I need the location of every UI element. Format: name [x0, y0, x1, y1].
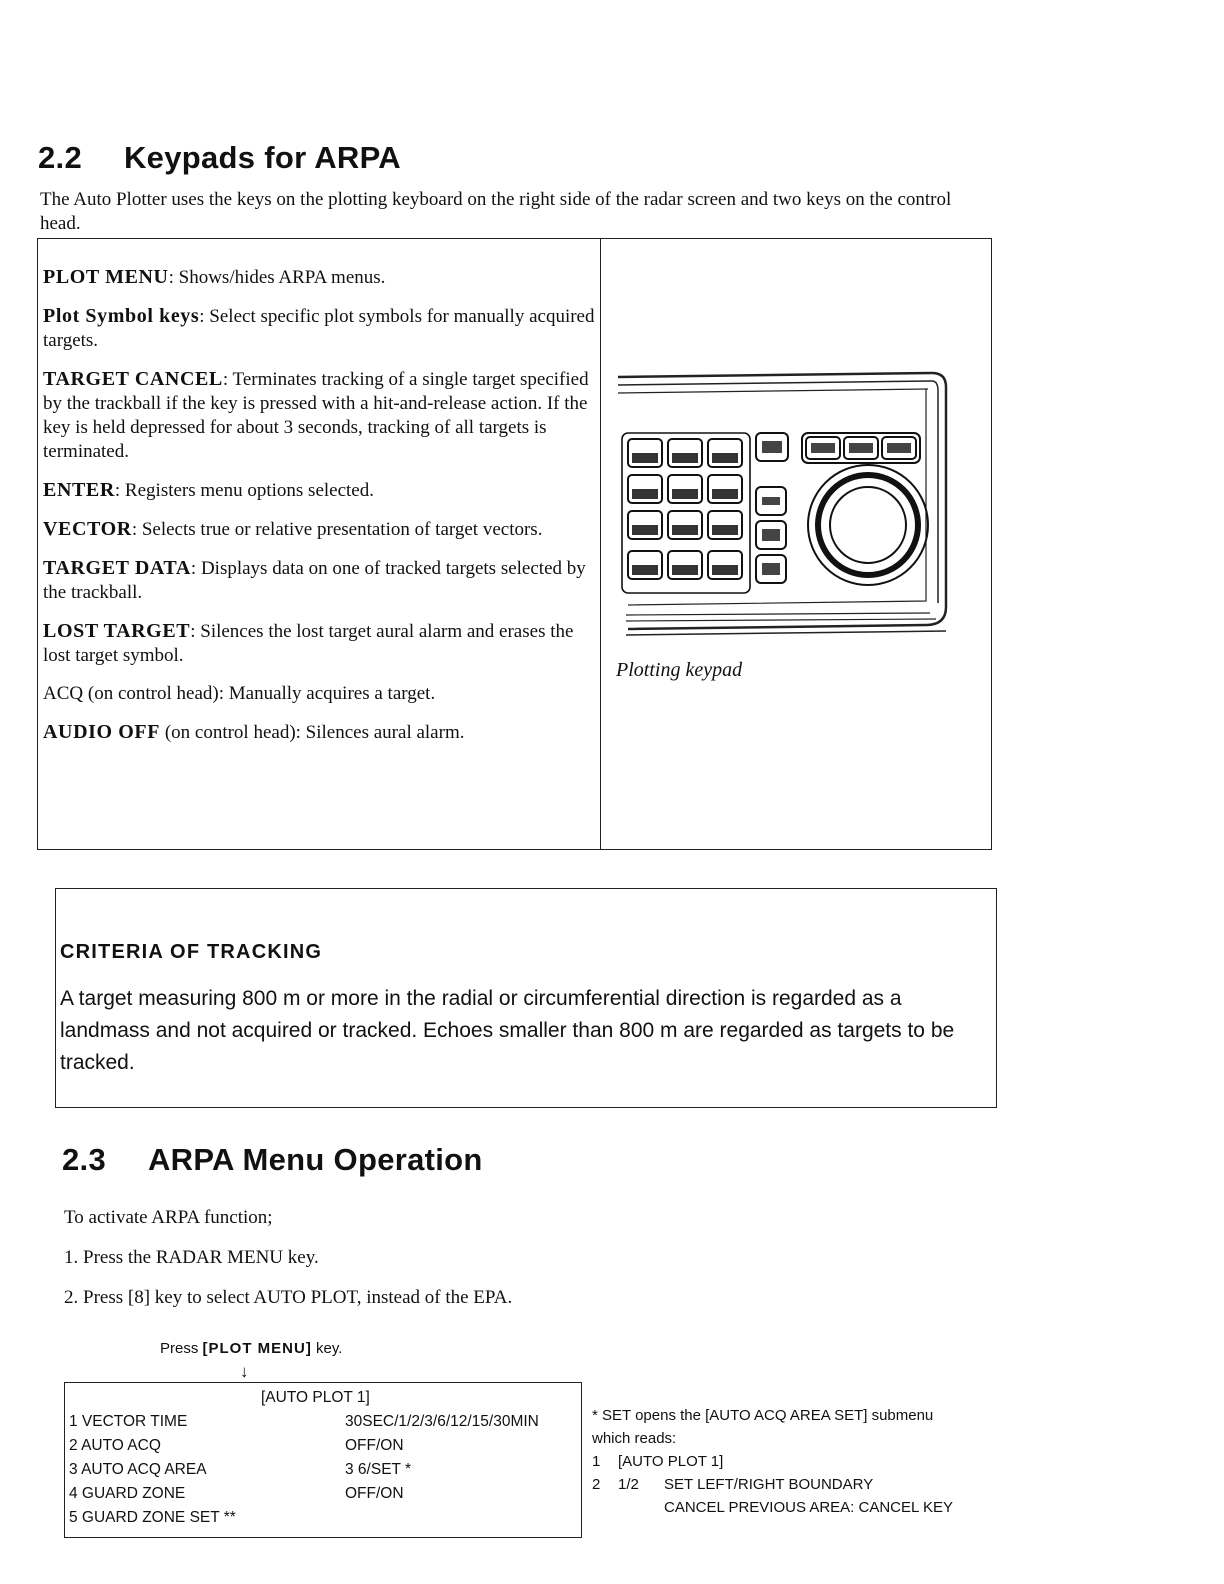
- menu-row-label: 1 VECTOR TIME: [69, 1413, 188, 1430]
- menu-row-value: OFF/ON: [345, 1485, 404, 1502]
- note-item-continuation: CANCEL PREVIOUS AREA: CANCEL KEY: [664, 1499, 953, 1516]
- key-desc: : Registers menu options selected.: [114, 480, 374, 501]
- note-item-text: [AUTO PLOT 1]: [618, 1453, 724, 1470]
- key-desc: (on control head): Manually acquires a target.: [83, 683, 436, 704]
- figure-caption: Plotting keypad: [616, 659, 743, 681]
- section-2-3-heading: [62, 1142, 483, 1178]
- key-name: TARGET CANCEL: [43, 368, 223, 390]
- key-name: AUDIO OFF: [43, 721, 161, 743]
- section-2-2-heading: [38, 140, 401, 176]
- section-title: ARPA Menu Operation: [148, 1142, 483, 1177]
- menu-row-label: 4 GUARD ZONE: [69, 1485, 186, 1502]
- note-item-number: 1: [592, 1453, 601, 1470]
- criteria-title: CRITERIA OF TRACKING: [60, 941, 323, 963]
- key-desc: : Shows/hides ARPA menus.: [168, 267, 386, 288]
- note-item-text: SET LEFT/RIGHT BOUNDARY: [664, 1476, 874, 1493]
- note-item: [592, 1450, 1012, 1473]
- key-name: ENTER: [43, 479, 115, 501]
- plotting-keypad-illustration: [616, 367, 966, 647]
- key-desc: : Silences the lost target aural alarm and erases the lost target symbol.: [43, 621, 574, 666]
- key-desc: : Terminates tracking of a single target specified by the trackball if the key is pressed with a hit-and-release action. If the key is held depressed for about 3 seconds, tracking of all targets is terminated.: [43, 369, 589, 462]
- key-name: VECTOR: [43, 518, 132, 540]
- keypad-description-table: [37, 238, 992, 850]
- key-item: [43, 265, 603, 290]
- menu-row-label: 5 GUARD ZONE SET **: [69, 1509, 236, 1526]
- note-item-number: 2: [592, 1476, 601, 1493]
- key-item: [43, 304, 603, 353]
- key-item: [43, 517, 603, 542]
- key-name: LOST TARGET: [43, 620, 191, 642]
- criteria-body: A target measuring 800 m or more in the radial or circumferential direction is regarded as a landmass and not acquired or tracked. Echoes smaller than 800 m are regarded as targets to be tracked.: [60, 987, 955, 1074]
- step-item: 2. Press [8] key to select AUTO PLOT, instead of the EPA.: [64, 1287, 513, 1308]
- menu-row-label: 2 AUTO ACQ: [69, 1437, 161, 1454]
- key-name: Plot Symbol keys: [43, 305, 200, 327]
- note-item-sub: 1/2: [618, 1476, 639, 1493]
- press-suffix: key.: [311, 1340, 343, 1357]
- key-item: [43, 478, 603, 503]
- activation-steps: [64, 1206, 964, 1326]
- note-item: [592, 1473, 1012, 1496]
- menu-row-value: OFF/ON: [345, 1437, 404, 1454]
- submenu-note: [592, 1404, 1012, 1519]
- key-desc: (on control head): Silences aural alarm.: [160, 722, 465, 743]
- down-arrow-icon: ↓: [240, 1362, 249, 1381]
- section-title: Keypads for ARPA: [124, 140, 401, 175]
- note-line: which reads:: [592, 1430, 677, 1447]
- key-item: [43, 367, 603, 464]
- key-item: [43, 619, 603, 668]
- press-instruction: [160, 1340, 342, 1357]
- key-desc: : Displays data on one of tracked targets selected by the trackball.: [43, 558, 586, 603]
- key-name: TARGET DATA: [43, 557, 191, 579]
- note-line: * SET opens the [AUTO ACQ AREA SET] submenu: [592, 1407, 934, 1424]
- key-name: ACQ: [43, 683, 84, 704]
- key-item: [43, 720, 603, 745]
- section-number: 2.2: [38, 140, 82, 175]
- menu-row-value: 30SEC/1/2/3/6/12/15/30MIN: [345, 1413, 539, 1430]
- key-item: [43, 556, 603, 605]
- menu-row-value: 3 6/SET *: [345, 1461, 412, 1478]
- menu-title: [AUTO PLOT 1]: [261, 1389, 370, 1406]
- keypad-drawing: [616, 367, 966, 647]
- steps-lead: To activate ARPA function;: [64, 1207, 273, 1228]
- intro-paragraph: The Auto Plotter uses the keys on the plotting keyboard on the right side of the radar screen and two keys on the control head.: [40, 189, 952, 234]
- key-desc: : Selects true or relative presentation of target vectors.: [131, 519, 543, 540]
- menu-row-label: 3 AUTO ACQ AREA: [69, 1461, 207, 1478]
- press-key: [PLOT MENU]: [202, 1340, 312, 1357]
- auto-plot-menu: [64, 1382, 582, 1538]
- press-prefix: Press: [160, 1340, 203, 1357]
- key-item: [43, 682, 603, 706]
- key-desc: : Select specific plot symbols for manually acquired targets.: [43, 306, 595, 351]
- criteria-box: [55, 888, 997, 1108]
- section-number: 2.3: [62, 1142, 106, 1177]
- key-list: [43, 265, 603, 759]
- key-name: PLOT MENU: [43, 266, 169, 288]
- step-item: 1. Press the RADAR MENU key.: [64, 1247, 319, 1268]
